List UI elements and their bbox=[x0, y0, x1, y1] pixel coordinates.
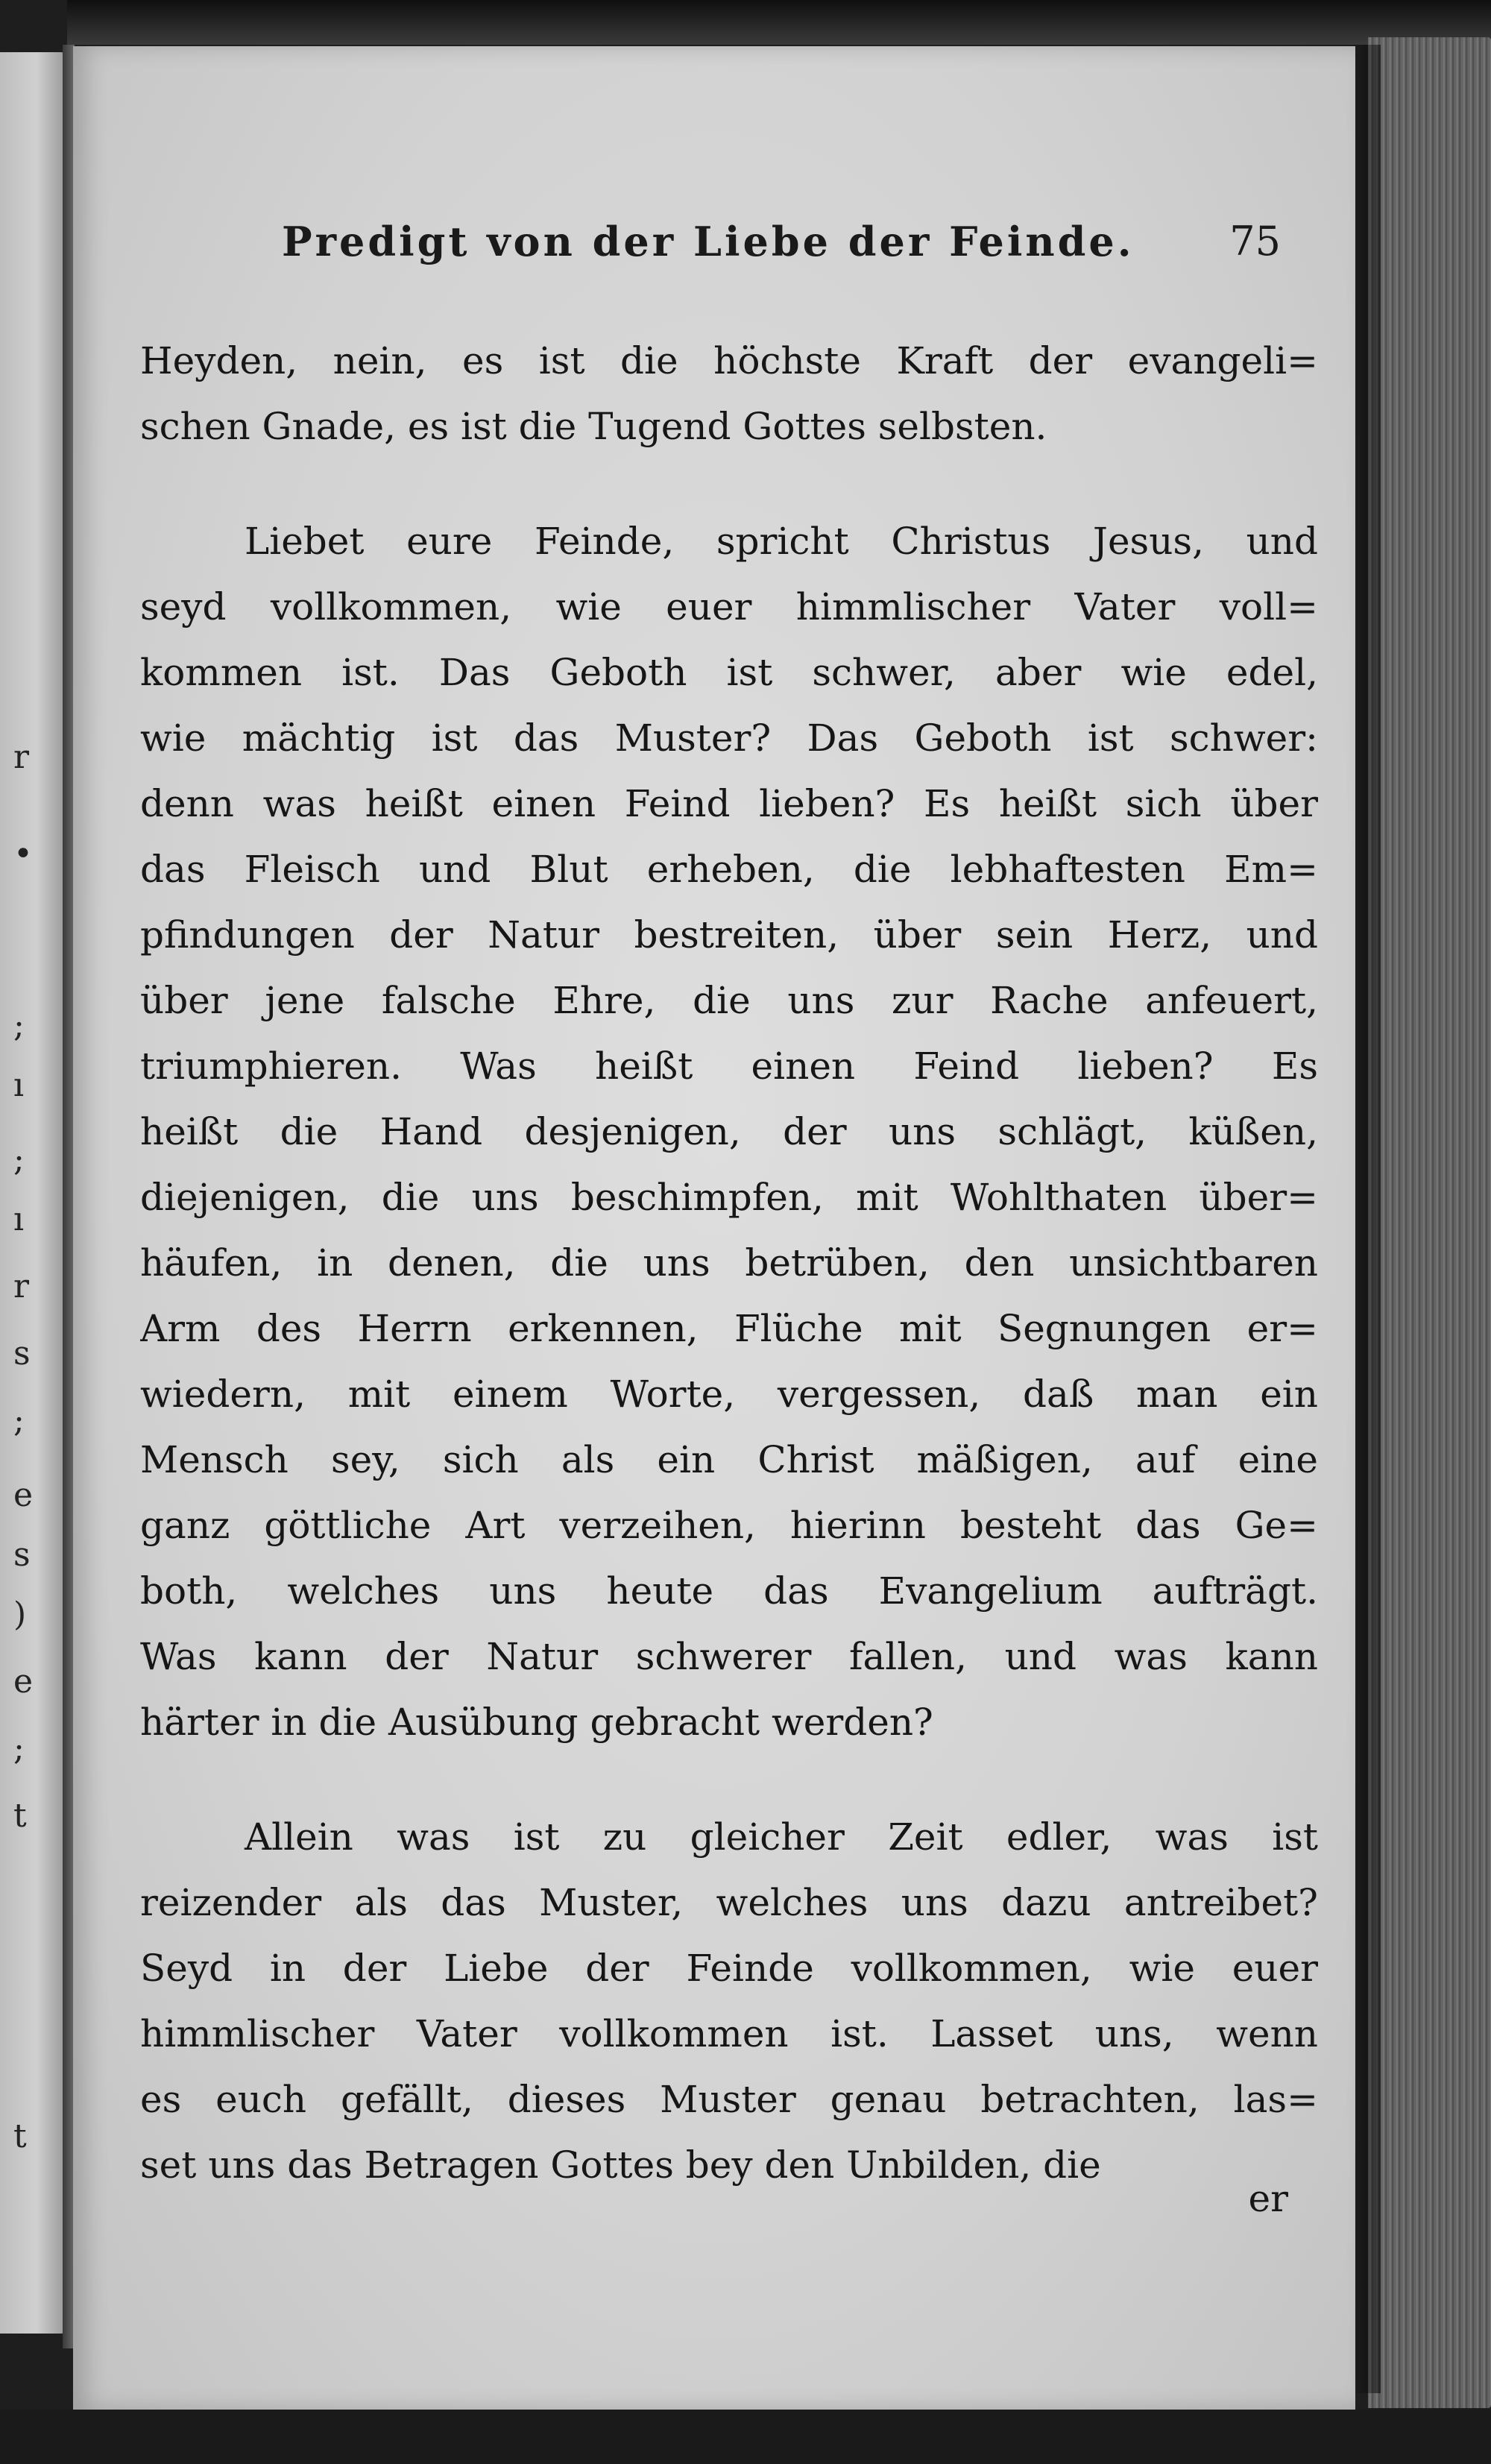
text-line: Liebet eure Feinde, spricht Christus Jesus, und bbox=[245, 520, 1318, 563]
paragraph-gap bbox=[140, 1755, 1318, 1804]
left-page-glyph: t bbox=[13, 2117, 27, 2155]
left-page-glyph: e bbox=[13, 1663, 34, 1701]
text-line: reizender als das Muster, welches uns dazu antreibet? bbox=[140, 1881, 1318, 1924]
text-line: set uns das Betragen Gottes bey den Unbilden, die bbox=[140, 2143, 1101, 2187]
text-line: häufen, in denen, die uns betrüben, den unsichtbaren bbox=[140, 1241, 1318, 1285]
left-page-glyph: ) bbox=[13, 1595, 27, 1633]
text-line: heißt die Hand desjenigen, der uns schlägt, küßen, bbox=[140, 1110, 1318, 1153]
text-line: pfindungen der Natur bestreiten, über sein Herz, und bbox=[140, 913, 1318, 957]
paragraph bbox=[140, 508, 1318, 1755]
page-edge-shadow bbox=[1351, 45, 1381, 2393]
text-line: denn was heißt einen Feind lieben? Es heißt sich über bbox=[140, 782, 1318, 825]
left-page-glyph: r bbox=[13, 1267, 30, 1305]
book-bottom-edge bbox=[0, 2410, 1491, 2464]
book-page bbox=[73, 46, 1355, 2410]
paragraph bbox=[140, 1804, 1318, 2198]
text-line: both, welches uns heute das Evangelium aufträgt. bbox=[140, 1569, 1318, 1613]
text-line: Mensch sey, sich als ein Christ mäßigen, auf eine bbox=[140, 1438, 1318, 1481]
text-line: triumphieren. Was heißt einen Feind lieben? Es bbox=[140, 1044, 1318, 1088]
left-page-text-fragment bbox=[0, 52, 66, 2334]
text-line: seyd vollkommen, wie euer himmlischer Vater voll= bbox=[140, 585, 1318, 628]
text-line: himmlischer Vater vollkommen ist. Lasset uns, wenn bbox=[140, 2012, 1318, 2055]
paragraph-gap bbox=[140, 459, 1318, 508]
text-line: ganz göttliche Art verzeihen, hierinn besteht das Ge= bbox=[140, 1504, 1318, 1547]
text-line: Arm des Herrn erkennen, Flüche mit Segnungen er= bbox=[140, 1307, 1318, 1350]
page-header bbox=[282, 218, 1281, 277]
text-line: wie mächtig ist das Muster? Das Geboth ist schwer: bbox=[140, 716, 1318, 760]
page-number: 75 bbox=[1229, 218, 1281, 265]
body-text bbox=[140, 328, 1318, 2198]
catchword: er bbox=[1248, 2177, 1288, 2220]
left-page-glyph: ; bbox=[13, 1006, 25, 1044]
text-line: kommen ist. Das Geboth ist schwer, aber wie edel, bbox=[140, 651, 1318, 694]
text-line: wiedern, mit einem Worte, vergessen, daß man ein bbox=[140, 1373, 1318, 1416]
left-page-glyph: ı bbox=[13, 1066, 25, 1104]
left-page-glyph: • bbox=[13, 835, 33, 873]
book-cover-edge bbox=[67, 0, 1491, 45]
text-line: Allein was ist zu gleicher Zeit edler, was ist bbox=[245, 1815, 1318, 1859]
text-line: über jene falsche Ehre, die uns zur Rache anfeuert, bbox=[140, 979, 1318, 1022]
text-line: Seyd in der Liebe der Feinde vollkommen, wie euer bbox=[140, 1947, 1318, 1990]
running-head: Predigt von der Liebe der Feinde. bbox=[282, 218, 1135, 265]
text-line: das Fleisch und Blut erheben, die lebhaftesten Em= bbox=[140, 848, 1318, 891]
left-page-glyph: r bbox=[13, 738, 30, 776]
left-page-glyph: ı bbox=[13, 1200, 25, 1238]
text-line: härter in die Ausübung gebracht werden? bbox=[140, 1701, 933, 1744]
left-page-fragment bbox=[0, 52, 66, 2334]
text-line: Heyden, nein, es ist die höchste Kraft der evangeli= bbox=[140, 339, 1318, 382]
left-page-glyph: t bbox=[13, 1797, 27, 1835]
paragraph bbox=[140, 328, 1318, 459]
left-page-glyph: s bbox=[13, 1536, 31, 1574]
left-page-glyph: s bbox=[13, 1335, 31, 1373]
left-page-glyph: ; bbox=[13, 1141, 25, 1179]
text-line: diejenigen, die uns beschimpfen, mit Wohlthaten über= bbox=[140, 1176, 1318, 1219]
left-page-glyph: ; bbox=[13, 1730, 25, 1768]
text-line: schen Gnade, es ist die Tugend Gottes selbsten. bbox=[140, 405, 1047, 448]
left-page-glyph: ; bbox=[13, 1402, 25, 1440]
text-line: es euch gefällt, dieses Muster genau betrachten, las= bbox=[140, 2078, 1318, 2121]
text-line: Was kann der Natur schwerer fallen, und was kann bbox=[140, 1635, 1318, 1678]
page-block-edges bbox=[1368, 37, 1491, 2408]
left-page-glyph: e bbox=[13, 1476, 34, 1514]
